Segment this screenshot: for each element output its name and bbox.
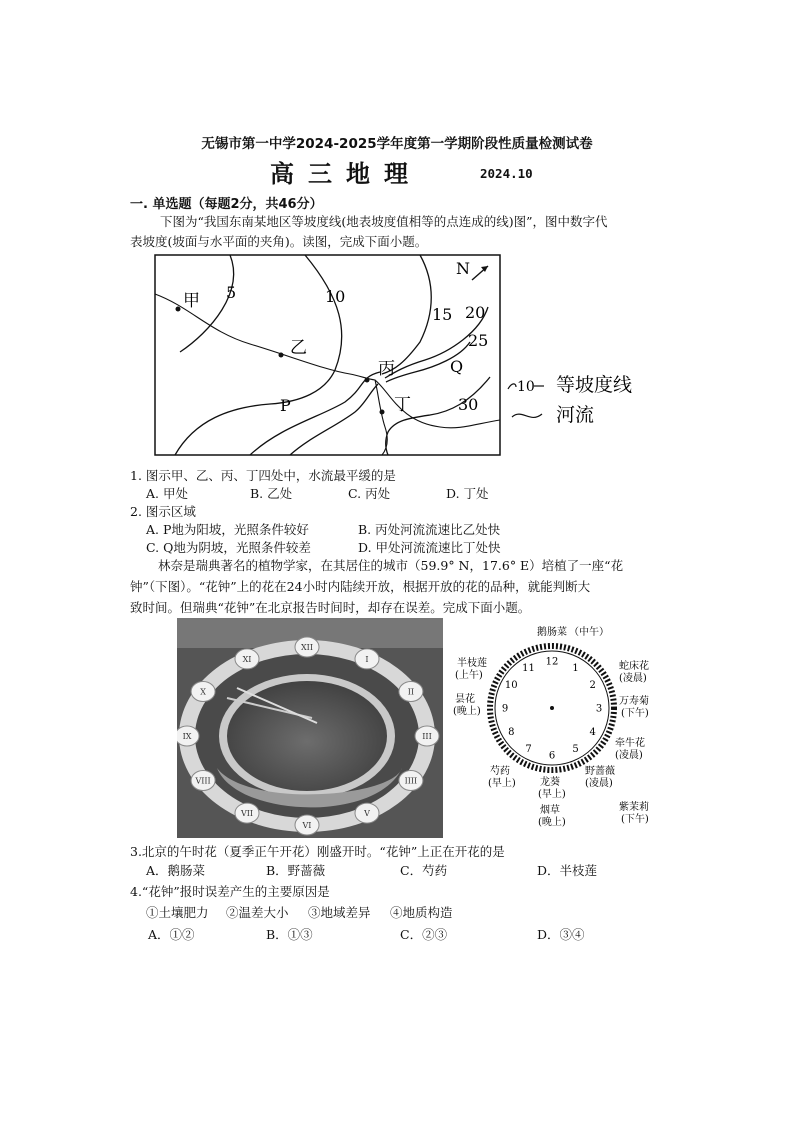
- map-frame: [155, 255, 500, 455]
- q4-stem: 4.“花钟”报时误差产生的主要原因是: [130, 884, 330, 899]
- photo-numeral: VI: [302, 821, 312, 830]
- label-ding: 丁: [394, 395, 411, 415]
- q4-option-a[interactable]: A．①②: [148, 927, 195, 942]
- q2-option-d[interactable]: D. 甲处河流流速比丁处快: [358, 540, 501, 555]
- clock-number-3: 3: [595, 703, 603, 715]
- contour-label-20: 20: [465, 303, 486, 322]
- photo-numeral: V: [364, 809, 370, 819]
- flower-banzhilian-name: 半枝莲: [457, 658, 487, 669]
- flower-wanshouju-name: 万寿菊: [619, 696, 649, 707]
- photo-numeral: III: [422, 732, 432, 741]
- clock-number-4: 4: [589, 727, 596, 738]
- q4-option-b[interactable]: B．①③: [266, 927, 313, 942]
- photo-numeral: I: [365, 654, 369, 664]
- exam-date: 2024.10: [480, 166, 533, 181]
- q2-option-a[interactable]: A. P地为阳坡，光照条件较好: [146, 522, 309, 537]
- photo-numeral: IIII: [404, 776, 418, 786]
- center-lawn: [227, 681, 387, 791]
- flower-shechuanghua-time: (凌晨): [619, 673, 647, 684]
- clock-number-7: 7: [525, 744, 532, 756]
- point-yi: [279, 353, 284, 358]
- q2-option-c[interactable]: C. Q地为阴坡，光照条件较差: [146, 540, 311, 555]
- legend-river-icon: [512, 414, 542, 417]
- photo-numeral: XI: [242, 654, 252, 664]
- flower-shechuanghua-name: 蛇床花: [619, 661, 649, 672]
- flower-shaoyao-name: 芍药: [490, 766, 510, 777]
- legend-contour-icon: [508, 384, 516, 389]
- point-jia: [176, 307, 181, 312]
- legend-contour-value: 10: [517, 379, 535, 395]
- contour-label-10: 10: [325, 287, 346, 306]
- flower-yeqiangwei-name: 野蔷薇: [585, 766, 615, 777]
- flower-zimoli-name: 紫茉莉: [619, 802, 649, 813]
- flower-longkui-time: (早上): [538, 789, 566, 800]
- north-label: N: [456, 259, 470, 278]
- school-title: 无锡市第一中学2024-2025学年度第一学期阶段性质量检测试卷: [201, 136, 593, 152]
- flower-yancao-time: (晚上): [538, 817, 566, 828]
- intro-line-2: 表坡度(坡面与水平面的夹角)。读图，完成下面小题。: [130, 234, 428, 249]
- contour-15: [382, 255, 431, 374]
- flower-clock-diagram: [445, 622, 660, 832]
- passage2-line-1: 林奈是瑞典著名的植物学家，在其居住的城市（59.9° N，17.6° E）培植了一座“花: [158, 558, 624, 573]
- flower-tanhua-time: (晚上): [453, 706, 481, 717]
- contour-label-15: 15: [432, 305, 453, 324]
- flower-yancao-name: 烟草: [540, 805, 560, 816]
- flower-wanshouju-time: (下午): [621, 708, 649, 719]
- photo-numeral: VII: [240, 809, 254, 819]
- q4-choice-1: ①土壤肥力: [146, 905, 209, 920]
- clock-number-1: 1: [572, 662, 579, 674]
- flower-yeqiangwei-time: (凌晨): [585, 778, 613, 789]
- clock-number-5: 5: [572, 744, 579, 756]
- flower-qianniuhua-time: (凌晨): [615, 750, 643, 761]
- intro-line-1: 下图为“我国东南某地区等坡度线(地表坡度值相等的点连成的线)图”，图中数字代: [160, 214, 608, 229]
- q4-option-d[interactable]: D．③④: [537, 927, 585, 942]
- photo-numeral: X: [200, 687, 206, 697]
- legend-river-label: 河流: [556, 404, 595, 426]
- q1-option-c[interactable]: C. 丙处: [348, 486, 391, 501]
- q1-option-a[interactable]: A. 甲处: [146, 486, 188, 501]
- flower-qianniuhua-name: 牵牛花: [615, 738, 645, 749]
- clock-number-9: 9: [501, 703, 509, 715]
- label-yi: 乙: [290, 338, 307, 358]
- passage2-line-2: 钟”（下图）。“花钟”上的花在24小时内陆续开放，根据开放的花的品种，就能判断大: [130, 579, 591, 594]
- q1-option-d[interactable]: D. 丁处: [446, 486, 489, 501]
- q4-choice-2: ②温差大小: [226, 905, 289, 920]
- flower-tanhua-name: 昙花: [455, 694, 475, 705]
- passage2-line-3: 致时间。但瑞典“花钟”在北京报告时间时，却存在误差。完成下面小题。: [130, 600, 531, 615]
- clock-number-8: 8: [508, 727, 515, 738]
- clock-number-11: 11: [522, 662, 535, 674]
- contour-10-b: [250, 372, 380, 455]
- clock-number-2: 2: [589, 680, 596, 691]
- label-p: P: [280, 396, 291, 415]
- q4-choice-3: ③地域差异: [308, 905, 371, 920]
- legend-contour-label: 等坡度线: [556, 374, 633, 396]
- contour-30: [386, 377, 490, 455]
- contour-label-25: 25: [468, 331, 489, 350]
- contour-label-5: 5: [226, 283, 237, 302]
- clock-number-10: 10: [504, 680, 518, 691]
- flower-longkui-name: 龙葵: [540, 777, 560, 788]
- photo-numeral: VIII: [195, 776, 211, 786]
- q3-option-b[interactable]: B．野蔷薇: [266, 863, 326, 878]
- contour-10-a: [175, 255, 342, 455]
- subject-title: 高三地理: [270, 159, 422, 188]
- q3-option-d[interactable]: D．半枝莲: [537, 863, 598, 878]
- flower-ehongcai: 鹅肠菜 （中午）: [537, 627, 609, 638]
- q1-option-b[interactable]: B. 乙处: [250, 486, 293, 501]
- q4-option-c[interactable]: C．②③: [400, 927, 448, 942]
- photo-numeral: II: [407, 687, 415, 697]
- clock-number-12: 12: [545, 656, 559, 668]
- label-q: Q: [450, 357, 464, 376]
- section-heading: 一. 单选题（每题2分，共46分）: [130, 197, 323, 212]
- flower-shaoyao-time: (早上): [488, 778, 516, 789]
- clock-number-6: 6: [548, 750, 556, 762]
- contour-label-30: 30: [458, 395, 479, 414]
- q4-choice-4: ④地质构造: [390, 905, 453, 920]
- river-main: [155, 294, 387, 455]
- q2-option-b[interactable]: B. 丙处河流流速比乙处快: [358, 522, 501, 537]
- label-jia: 甲: [183, 291, 200, 311]
- photo-numeral: IX: [182, 732, 192, 741]
- slope-contour-map: [150, 252, 650, 458]
- flower-clock-photo: [177, 618, 443, 838]
- q3-stem: 3.北京的午时花（夏季正午开花）刚盛开时。“花钟”上正在开花的是: [130, 844, 505, 859]
- label-bing: 丙: [378, 359, 395, 379]
- clock-center: [550, 706, 554, 710]
- q3-option-c[interactable]: C．芍药: [400, 863, 448, 878]
- flower-banzhilian-time: (上午): [455, 670, 483, 681]
- point-ding: [380, 410, 385, 415]
- photo-numeral: XII: [300, 643, 314, 652]
- q2-stem: 2. 图示区域: [130, 504, 196, 519]
- q3-option-a[interactable]: A．鹅肠菜: [146, 863, 206, 878]
- flower-zimoli-time: (下午): [621, 814, 649, 825]
- q1-stem: 1. 图示甲、乙、丙、丁四处中，水流最平缓的是: [130, 468, 396, 483]
- point-bing: [365, 378, 370, 383]
- contour-inner: [290, 384, 378, 455]
